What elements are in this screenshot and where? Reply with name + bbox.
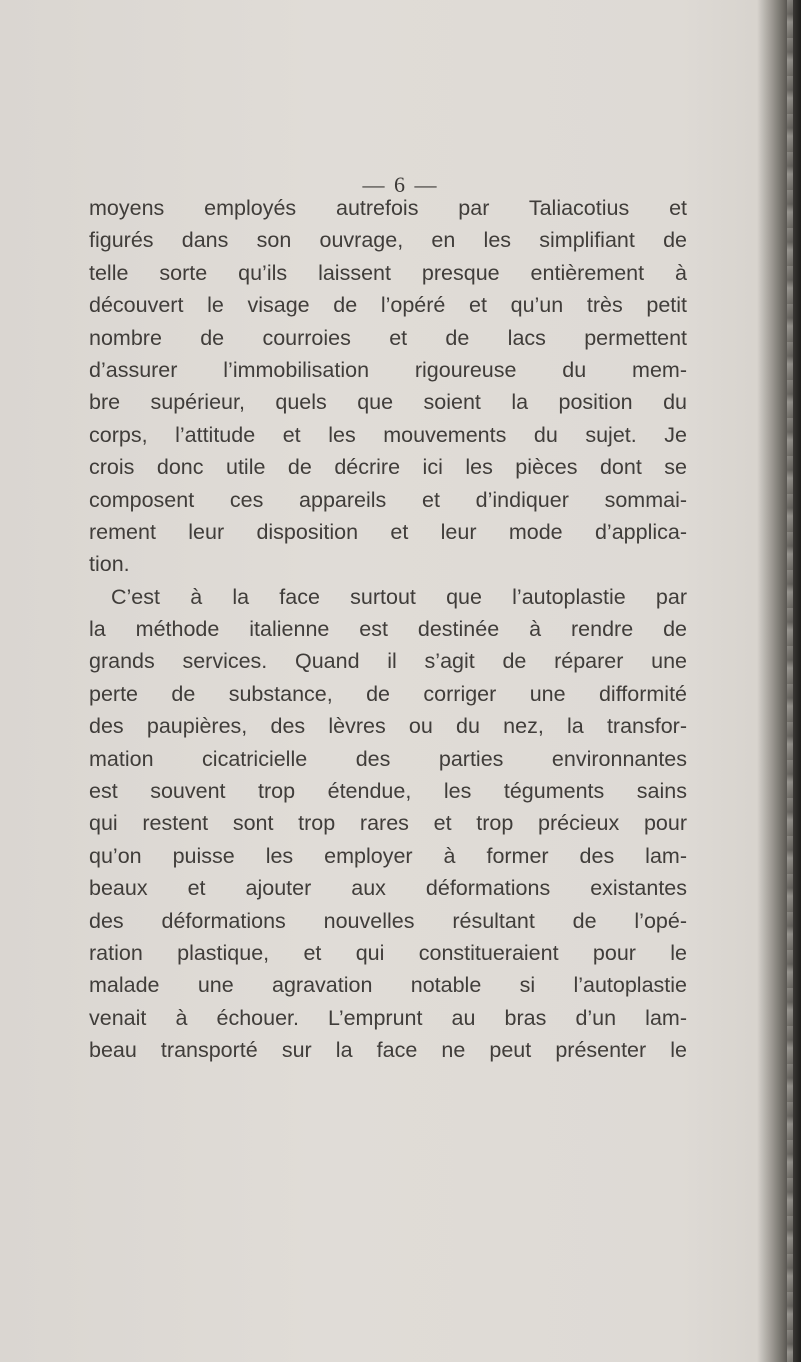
text-line: découvert le visage de l’opéré et qu’un très petit (89, 293, 687, 318)
text-line: tion. (89, 552, 130, 577)
text-line: perte de substance, de corriger une difformité (89, 681, 687, 706)
text-line: figurés dans son ouvrage, en les simplifiant de (89, 228, 687, 253)
text-line: composent ces appareils et d’indiquer sommai- (89, 487, 687, 512)
text-line: des déformations nouvelles résultant de l’opé- (89, 908, 687, 933)
text-line: grands services. Quand il s’agit de réparer une (89, 649, 687, 674)
text-line: C’est à la face surtout que l’autoplastie par (111, 584, 687, 609)
text-line: beaux et ajouter aux déformations existantes (89, 876, 687, 901)
text-line: beau transporté sur la face ne peut présenter le (89, 1038, 687, 1063)
page-number: — 6 — (362, 172, 439, 197)
text-line: venait à échouer. L’emprunt au bras d’un lam- (89, 1005, 687, 1030)
text-line: est souvent trop étendue, les téguments sains (89, 779, 687, 804)
page-edge-texture (787, 0, 793, 1362)
text-line: bre supérieur, quels que soient la position du (89, 390, 687, 415)
body-text (89, 192, 687, 1067)
text-line: qu’on puisse les employer à former des lam- (89, 843, 687, 868)
text-line: des paupières, des lèvres ou du nez, la transfor- (89, 714, 687, 739)
text-line: crois donc utile de décrire ici les pièces dont se (89, 455, 687, 480)
text-line: malade une agravation notable si l’autoplastie (89, 973, 687, 998)
text-line: nombre de courroies et de lacs permettent (89, 325, 687, 350)
text-line: rement leur disposition et leur mode d’applica- (89, 519, 687, 544)
text-line: telle sorte qu’ils laissent presque entièrement à (89, 260, 687, 285)
text-line: d’assurer l’immobilisation rigoureuse du mem- (89, 357, 687, 382)
text-line: mation cicatricielle des parties environnantes (89, 746, 687, 771)
page-edge-shadow (757, 0, 801, 1362)
text-line: corps, l’attitude et les mouvements du sujet. Je (89, 422, 687, 447)
text-line: qui restent sont trop rares et trop précieux pour (89, 811, 687, 836)
text-line: la méthode italienne est destinée à rendre de (89, 617, 687, 642)
text-line: ration plastique, et qui constitueraient pour le (89, 940, 687, 965)
text-line: moyens employés autrefois par Taliacotius et (89, 196, 687, 220)
